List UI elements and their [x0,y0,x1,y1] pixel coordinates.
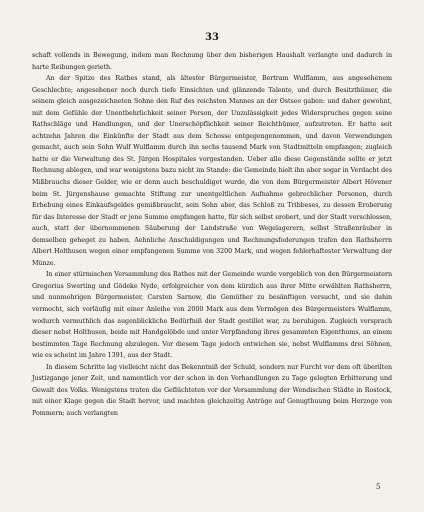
paragraph-1: schaft vollends in Bewegung, indem man Rechnung über den bisherigen Haushalt verlangte und dadurch in harte Reibungen gerieth. [32,52,392,71]
page-number: 33 [205,32,219,43]
signature-mark: 5 [376,483,381,491]
paragraph-4: In diesem Schritte lag vielleicht nicht das Bekenntniß der Schuld, sondern nur Furcht vor dem oft überilten Justizgange jener Zeit, und namentlich vor der schon in den Verhandlungen zu Tage gelegten Erbitterung und Gewalt des Volks. Wenigstens traten die Geflüchteten vor der Versammlung der Wendischen Städte in Rostock, mit einer Klage gegen die Stadt hervor, und machten gleichzeitig Anträge auf Genugthuung beim Herzoge von Pommern; auch verlangten [32,363,392,417]
paragraph-2: An der Spitze des Rathes stand, als ältester Bürgermeister, Bertram Wulflamm, aus angesehenem Geschlechte; angesehener noch durch tiefe Einsichten und glänzende Talente, und durch Besitzthümer, die seinem gleich ausgezeichneten Sohne den Ruf des reichsten Mannes an der Ostsee gaben: und daher gewohnt, mit dem Gefühle der Unentbehrlichkeit seiner Person, der Unzulässigkeit jedes Widerspruches gegen seine Rathschläge und Handlungen, und der Unerschöpflichkeit seiner Reichthümer, aufzutreten. Er hatte seit achtzehn Jahren die Einkünfte der Stadt aus dem Schosse entgegengenommen, und davon Verwendungen gemacht, auch sein Sohn Wulf Wulflamm durch ihn sechs tausend Mark von Stadtmitteln empfangen; zugleich hatte er die Verwaltung des St. Jürgen Hospitales vorgestanden. Ueber alle diese Gegenstände sollte er jetzt Rechnung ablegen, und war wenigstens bazu nicht im Stande: die Gemeinde hielt ihn aber sogar in Verdacht des Mißbrauchs dieser Gelder, wie er denn auch beschuldiget wurde, die von dem Bürgermeister Albert Hövener beim St. Jürgenshause gemachte Stiftung zur unentgeltlichen Aufnahme gebrechlicher Personen, durch Erhebung eines Einkaufsgeldes gemißbraucht, sein Sohn aber, das Schloß zu Tribbeses, zu dessen Eroberung für das Interesse der Stadt er jene Summe empfangen hatte, für sich selbst erobert, und der Stadt verschlossen, auch, statt der übernommenen Säuberung der Landstraße von Wegelagerern, selbst Straßenräuber in demselben geheget zu haben. Aehnliche Anschuldigungen und Rechnungsfoderungen trafen den Rathsherrn Albert Holthusen wegen einer empfangenen Summe von 3200 Mark, und wegen fehlerhaftester Verwaltung der Münze. [32,75,392,267]
paragraph-3: In einer stürmischen Versammlung des Rathes mit der Gemeinde wurde vergeblich von den Bürgermeistern Gregorius Swerting und Gödeke Nyde, erfolgreicher von dem kürzlich aus ihrer Mitte erwählten Rathsherrn, und nunmehrigen Bürgermeister, Carsten Sarnow, die Gemüther zu besänftigen versucht, und sie dahin vermocht, sich vorläufig mit einer Anleihe von 2000 Mark aus dem Vermögen des Bürgermeisters Wulflamm, wodurch vermuthlich das augenblickliche Bedürfniß der Stadt gestillet war, zu beruhigen. Zugleich versprach dieser nebst Holthusen, beide mit Handgelöbde und unter Verpfändung ihres gesammten Eigenthums, an einem bestimmten Tage Rechnung abzulegen. Vor diesem Tage jedoch entwichen sie, nebst Wulflamms drei Söhnen, wie es scheint im Jahre 1391, aus der Stadt. [32,271,392,360]
body-text [32,50,392,420]
